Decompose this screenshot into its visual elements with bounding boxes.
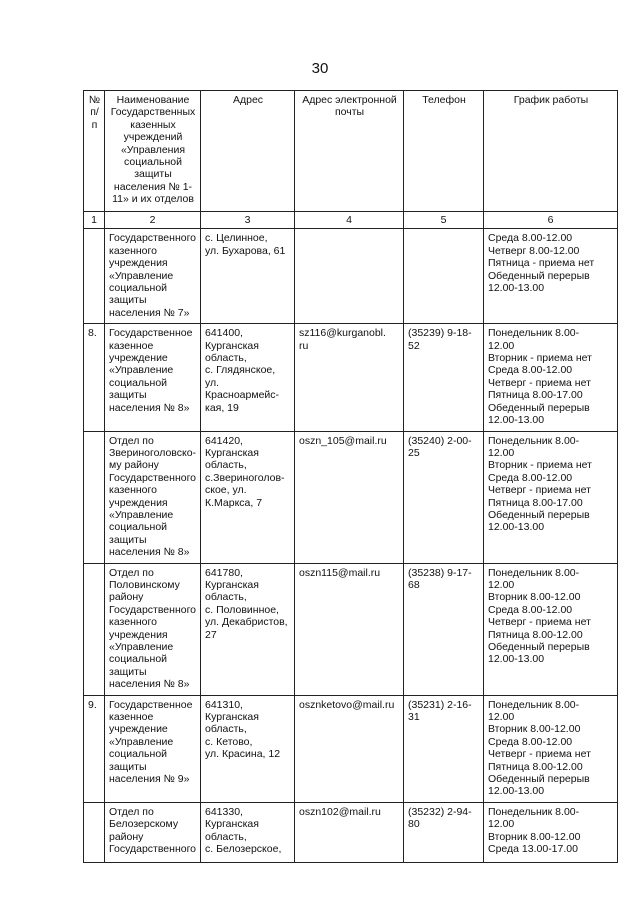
header-name: Наименование Государственных казенных учреждений «Управления социальной защиты населения № 1- 11» и их отделов [105,91,201,212]
institution-email[interactable]: sz116@kurganobl. ru [295,324,404,431]
institution-name: Государственного казенного учреждения «Управление социальной защиты населения № 7» [105,229,201,324]
institution-email[interactable]: oszn_105@mail.ru [295,431,404,563]
column-number: 1 [84,212,105,229]
institution-address: 641400, Курганская область, с. Глядянское, ул. Красноармейс- кая, 19 [201,324,295,431]
table-row [84,229,618,324]
page-number: 30 [311,60,329,77]
institution-name: Государственное казенное учреждение «Управление социальной защиты населения № 8» [105,324,201,431]
institution-address: 641330, Курганская область, с. Белозерское, [201,802,295,862]
column-number: 6 [484,212,618,229]
column-number: 5 [404,212,484,229]
institution-email[interactable] [295,229,404,324]
header-address: Адрес [201,91,295,212]
institution-phone [404,229,484,324]
institution-name: Отдел по Белозерскому району Государственного [105,802,201,862]
table-row [84,563,618,695]
work-schedule: Понедельник 8.00- 12.00 Вторник 8.00-12.00 Среда 8.00-12.00 Четверг - приема нет Пятница 8.00-12.00 Обеденный перерыв 12.00-13.00 [484,563,618,695]
table-row [84,802,618,862]
institution-address: 641420, Курганская область, с.Звериноголов- ское, ул. К.Маркса, 7 [201,431,295,563]
work-schedule: Понедельник 8.00- 12.00 Вторник 8.00-12.00 Среда 8.00-12.00 Четверг - приема нет Пятница 8.00-12.00 Обеденный перерыв 12.00-13.00 [484,695,618,802]
institution-address: 641310, Курганская область, с. Кетово, ул. Красина, 12 [201,695,295,802]
institution-phone: (35238) 9-17- 68 [404,563,484,695]
header-email: Адрес электронной почты [295,91,404,212]
table-row [84,324,618,431]
column-number: 4 [295,212,404,229]
row-number [84,563,105,695]
row-number [84,431,105,563]
institution-name: Отдел по Половинскому району Государственного казенного учреждения «Управление социальной защиты населения № 8» [105,563,201,695]
work-schedule: Понедельник 8.00- 12.00 Вторник 8.00-12.00 Среда 13.00-17.00 [484,802,618,862]
row-number: 8. [84,324,105,431]
institution-phone: (35231) 2-16- 31 [404,695,484,802]
institution-phone: (35239) 9-18- 52 [404,324,484,431]
institution-address: 641780, Курганская область, с. Половинное, ул. Декабристов, 27 [201,563,295,695]
header-schedule: График работы [484,91,618,212]
row-number [84,802,105,862]
institution-email[interactable]: osznketovo@mail.ru [295,695,404,802]
table-row [84,695,618,802]
table-row [84,431,618,563]
institution-email[interactable]: oszn115@mail.ru [295,563,404,695]
row-number [84,229,105,324]
column-number: 3 [201,212,295,229]
institution-name: Отдел по Звериноголовско- му району Государственного казенного учреждения «Управление социальной защиты населения № 8» [105,431,201,563]
institutions-table [83,90,618,863]
header-phone: Телефон [404,91,484,212]
header-num: № п/п [84,91,105,212]
work-schedule: Понедельник 8.00- 12.00 Вторник - приема нет Среда 8.00-12.00 Четверг - приема нет Пятница 8.00-17.00 Обеденный перерыв 12.00-13.00 [484,324,618,431]
institution-address: с. Целинное, ул. Бухарова, 61 [201,229,295,324]
header-row [84,91,618,212]
column-number-row [84,212,618,229]
work-schedule: Понедельник 8.00- 12.00 Вторник - приема нет Среда 8.00-12.00 Четверг - приема нет Пятница 8.00-17.00 Обеденный перерыв 12.00-13.00 [484,431,618,563]
institution-phone: (35232) 2-94- 80 [404,802,484,862]
institution-phone: (35240) 2-00- 25 [404,431,484,563]
institution-email[interactable]: oszn102@mail.ru [295,802,404,862]
institution-name: Государственное казенное учреждение «Управление социальной защиты населения № 9» [105,695,201,802]
row-number: 9. [84,695,105,802]
column-number: 2 [105,212,201,229]
work-schedule: Среда 8.00-12.00 Четверг 8.00-12.00 Пятница - приема нет Обеденный перерыв 12.00-13.00 [484,229,618,324]
